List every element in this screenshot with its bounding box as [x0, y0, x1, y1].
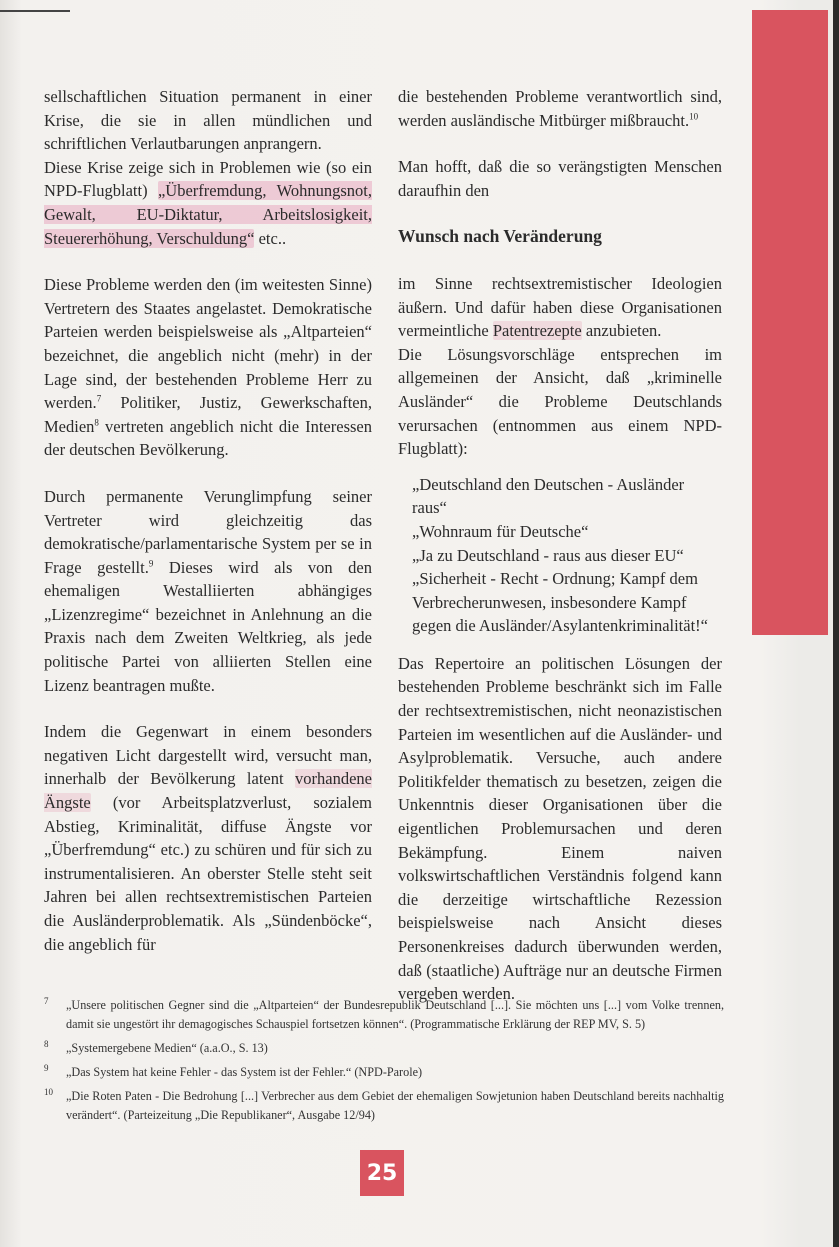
paragraph: Durch permanente Verunglimpfung seiner Vertreter wird gleichzeitig das demokratische/parlamentarische System per se in Frage gestellt.$^9$ Dieses wird als von den ehemaligen Westalliierten abhängiges „Lizenzregime“ bezeichnet in Anlehnung an die Praxis nach dem Zweiten Weltkrieg, als jede politische Partei von alliierten Stellen eine Lizenz beantragen mußte. — [44, 486, 372, 695]
right-column — [398, 85, 722, 1006]
quote-line: „Wohnraum für Deutsche“ — [412, 521, 589, 541]
page-number: 25 — [360, 1150, 404, 1196]
paragraph: Indem die Gegenwart in einem besonders negativen Licht dargestellt wird, versucht man, innerhalb der Bevölkerung latent vorhandene Ängste (vor Arbeitsplatzverlust, sozialem Abstieg, Kriminalität, diffuse Ängste vor „Überfremdung“ etc.) zu schüren und für sich zu instrumentalisieren. An oberster Stelle steht seit Jahren bei allen rechtsextremistischen Parteien die Ausländerproblematik. Als „Sündenböcke“, die angeblich für — [44, 722, 372, 954]
page-edge-shadow — [833, 0, 839, 1247]
footnote-number: 8 — [44, 1039, 49, 1049]
paragraph: Diese Krise zeige sich in Problemen wie (so ein NPD-Flugblatt) „Überfremdung, Wohnungsnot, Gewalt, EU-Diktatur, Arbeitslosigkeit, Steuererhöhung, Verschuldung“ etc.. — [44, 157, 372, 248]
red-margin-tab — [752, 10, 828, 635]
highlighted-text: vorhandene Ängste — [44, 769, 372, 813]
paragraph: im Sinne rechtsextremistischer Ideologien äußern. Und dafür haben diese Organisationen vermeintliche Patentrezepte anzubieten. — [398, 273, 722, 341]
footnote-number: 10 — [44, 1087, 53, 1097]
paragraph: die bestehenden Probleme verantwortlich sind, werden ausländische Mitbürger mißbraucht.$^{10}$ — [398, 87, 722, 130]
paragraph: Man hofft, daß die so verängstigten Menschen daraufhin den — [398, 157, 722, 200]
highlighted-text: Patentrezepte — [492, 321, 582, 341]
highlighted-text: „Überfremdung, Wohnungsnot, Gewalt, EU-Diktatur, Arbeitslosigkeit, Steuererhöhung, Verschuldung“ — [44, 181, 372, 248]
footnote-ref: 8 — [94, 417, 99, 428]
paragraph: Diese Probleme werden den (im weitesten Sinne) Vertretern des Staates angelastet. Demokratische Parteien werden beispielsweise als „Altparteien“ bezeichnet, die angeblich nicht (mehr) in der Lage sind, der bestehenden Probleme Herr zu werden.$^7$ Politiker, Justiz, Gewerkschaften, Medien$^8$ vertreten angeblich nicht die Interessen der deutschen Bevölkerung. — [44, 275, 372, 460]
footnote: 8 „Systemergebene Medien“ (a.a.O., S. 13) — [44, 1039, 724, 1058]
footnote: 7 „Unsere politischen Gegner sind die „Altparteien“ der Bundesrepublik Deutschland [...]. Sie möchten uns [...] vom Volke trennen, damit sie ungestört ihr demagogisches Schauspiel fortsetzen können“. (Programmatische Erklärung der REP MV, S. 5) — [44, 996, 724, 1034]
left-column — [44, 85, 372, 956]
footnote-ref: 7 — [96, 393, 102, 404]
footnote-number: 7 — [44, 996, 49, 1006]
footnote-number: 9 — [44, 1063, 49, 1073]
quote-line: „Sicherheit - Recht - Ordnung; Kampf dem Verbrecherunwesen, insbesondere Kampf gegen die Ausländer/Asylantenkriminalität!“ — [412, 569, 708, 636]
paragraph: Das Repertoire an politischen Lösungen der bestehenden Probleme beschränkt sich im Falle der rechtsextremistischen, nicht neonazistischen Parteien im wesentlichen auf die Ausländer- und Asylproblematik. Versuche, auch andere Politikfelder thematisch zu besetzen, zeigen die Unkenntnis dieser Organisationen über die eigentlichen Problemursachen und deren Bekämpfung. Einem naiven volkswirtschaftlichen Verständnis folgend kann die derzeitige wirtschaftliche Rezession beispielsweise nach Ansicht dieses Personenkreises dadurch überwunden werden, daß (staatliche) Aufträge nur an deutsche Firmen vergeben werden. — [398, 653, 722, 1004]
footnote-ref: 9 — [148, 558, 154, 569]
quote-line: „Ja zu Deutschland - raus aus dieser EU“ — [412, 545, 684, 565]
paragraph: sellschaftlichen Situation permanent in einer Krise, die sie in allen mündlichen und schriftlichen Verlautbarungen anprangern. — [44, 87, 372, 154]
section-heading: Wunsch nach Veränderung — [398, 226, 602, 247]
footnotes — [44, 996, 724, 1130]
quote-line: „Deutschland den Deutschen - Ausländer raus“ — [412, 474, 685, 518]
footnote: 10 „Die Roten Paten - Die Bedrohung [...] Verbrecher aus dem Gebiet der ehemaligen Sowjetunion haben Deutschland bereits nachhaltig verändert“. (Parteizeitung „Die Republikaner“, Ausgabe 12/94) — [44, 1087, 724, 1125]
top-rule — [0, 10, 70, 12]
paragraph: Die Lösungsvorschläge entsprechen im allgemeinen der Ansicht, daß „kriminelle Ausländer“ die Probleme Deutschlands verursachen (entnommen aus einem NPD-Flugblatt): — [398, 344, 722, 459]
footnote: 9 „Das System hat keine Fehler - das System ist der Fehler.“ (NPD-Parole) — [44, 1063, 724, 1082]
footnote-ref: 10 — [689, 111, 699, 122]
